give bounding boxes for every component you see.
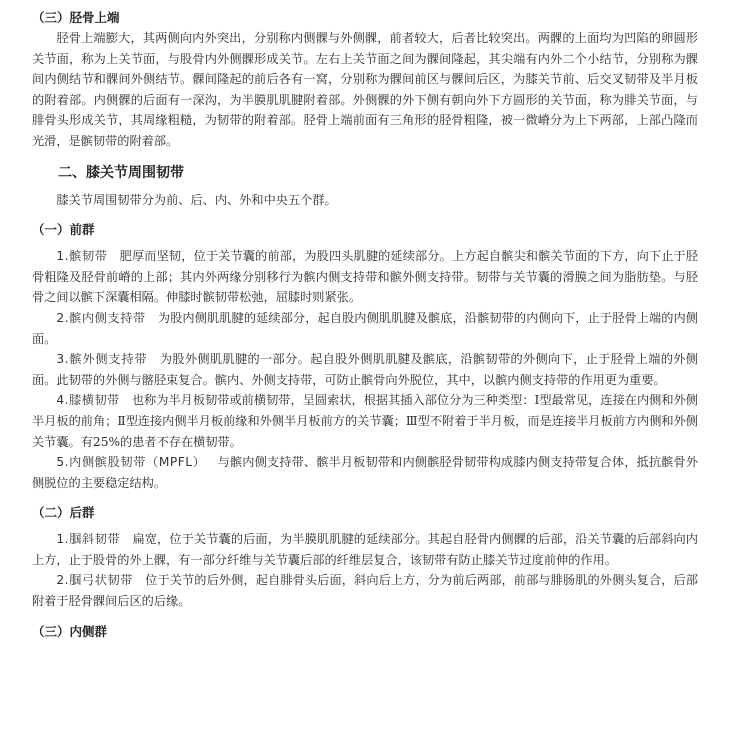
text-arcuate-popliteal: 位于关节的后外侧，起自腓骨头后面，斜向后上方，分为前后两部，前部与腓肠肌的外侧头复合，后部附着于胫骨髁间后区的后缘。 [32, 573, 698, 609]
term-oblique-popliteal: 1.腘斜韧带 [56, 532, 121, 547]
text-lateral-retinaculum: 为股外侧肌肌腱的一部分。起自股外侧肌肌腱及髌底，沿髌韧带的外侧向下，止于胫骨上端的外侧面。此韧带的外侧与髂胫束复合。髌内、外侧支持带，可防止髌骨向外脱位，其中，以髌内侧支持带的作用更为重要。 [32, 352, 698, 387]
paragraph-arcuate-popliteal [32, 570, 698, 611]
term-patellar-ligament: 1.髌韧带 [56, 249, 108, 264]
heading-tibia-upper-end: （三）胫骨上端 [32, 10, 120, 25]
paragraph-ligaments-intro: 膝关节周围韧带分为前、后、内、外和中央五个群。 [56, 192, 337, 207]
paragraph-lateral-retinaculum [32, 349, 698, 390]
paragraph-patellar-ligament [32, 246, 698, 308]
term-transverse-ligament: 4.膝横韧带 [56, 393, 120, 408]
term-mpfl: 5.内侧髌股韧带（MPFL） [56, 455, 206, 470]
text-mpfl: 与髌内侧支持带、髌半月板韧带和内侧髌胫骨韧带构成膝内侧支持带复合体，抵抗髌骨外侧脱位的主要稳定结构。 [32, 455, 699, 490]
heading-medial-group: （三）内侧群 [32, 623, 108, 639]
paragraph-tibia-upper-end: 胫骨上端膨大，其两侧向内外突出，分别称内侧髁与外侧髁，前者较大，后者比较突出。两髁的上面均为凹陷的卵圆形关节面，称为上关节面，与股骨内外侧髁形成关节。左右上关节面之间为髁间隆起，其尖端有内外二个小结节，分别称为髁间内侧结节和髁间外侧结节。髁间隆起的前后各有一窝，分别称为髁间前区与髁间后区，为膝关节前、后交叉韧带及半月板的附着部。内侧髁的后面有一深沟，为半膜肌肌腱附着部。外侧髁的外下侧有朝向外下方圆形的关节面，称为腓关节面，与腓骨头形成关节，其周缘粗糙，为韧带的附着部。胫骨上端前面有三角形的胫骨粗隆，被一微嵴分为上下两部，上部凸隆而光滑，是髌韧带的附着部。 [32, 31, 698, 148]
paragraph-mpfl [32, 452, 698, 493]
heading-knee-ligaments: 二、膝关节周围韧带 [58, 164, 184, 181]
term-lateral-retinaculum: 3.髌外侧支持带 [56, 352, 148, 367]
term-arcuate-popliteal: 2.腘弓状韧带 [56, 573, 134, 588]
paragraph-oblique-popliteal [32, 529, 698, 570]
text-medial-retinaculum: 为股内侧肌肌腱的延续部分，起自股内侧肌肌腱及髌底，沿髌韧带的内侧向下，止于胫骨上端的内侧面。 [32, 310, 698, 346]
heading-posterior-group: （二）后群 [32, 505, 95, 521]
paragraph-transverse-ligament [32, 390, 698, 452]
text-transverse-ligament: 也称为半月板韧带或前横韧带，呈圆索状，根据其插入部位分为三种类型：Ⅰ型最常见，连接在内侧和外侧半月板的前角；Ⅱ型连接内侧半月板前缘和外侧半月板前方的关节囊；Ⅲ型不附着于半月板，而是连接半月板前方内侧和外侧关节囊。有25%的患者不存在横韧带。 [32, 393, 698, 449]
text-patellar-ligament: 肥厚而坚韧，位于关节囊的前部，为股四头肌腱的延续部分。上方起自髌尖和髌关节面的下方，向下止于胫骨粗隆及胫骨前嵴的上部；其内外两缘分别移行为髌内侧支持带和髌外侧支持带。韧带与关节囊的滑膜之间为脂肪垫。与胫骨之间以髌下深囊相隔。伸膝时髌韧带松弛，屈膝时则紧张。 [32, 249, 698, 305]
paragraph-medial-retinaculum [32, 308, 698, 349]
heading-anterior-group: （一）前群 [32, 222, 95, 238]
term-medial-retinaculum: 2.髌内侧支持带 [56, 310, 146, 325]
text-oblique-popliteal: 扁宽，位于关节囊的后面，为半膜肌肌腱的延续部分。其起自胫骨内侧髁的后部，沿关节囊的后部斜向内上方，止于股骨的外上髁，有一部分纤维与关节囊后部的纤维层复合，该韧带有防止膝关节过度前伸的作用。 [32, 532, 698, 567]
